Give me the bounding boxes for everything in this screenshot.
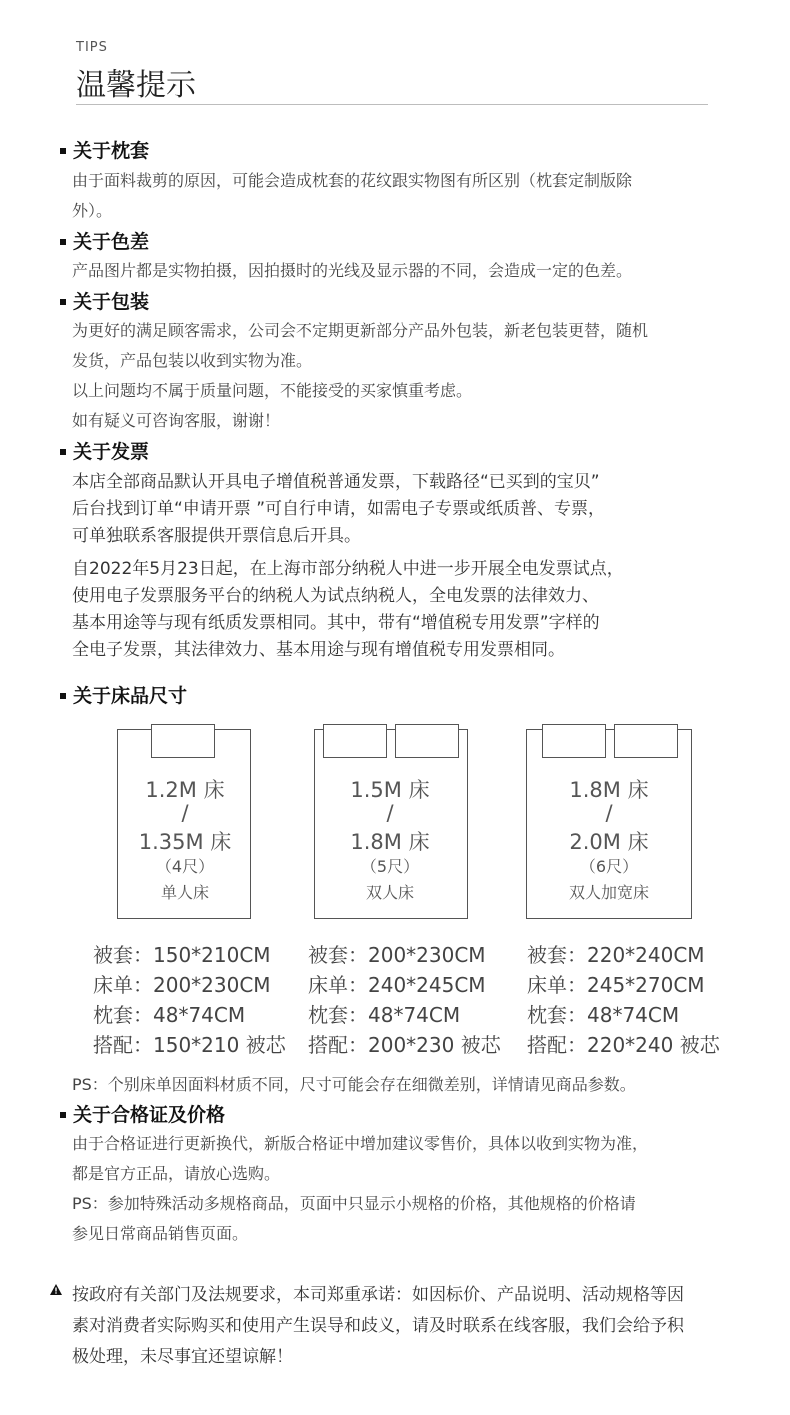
color-text-line: 产品图片都是实物拍摄，因拍摄时的光线及显示器的不同，会造成一定的色差。 <box>72 261 633 280</box>
spec-matching-quilt: 搭配：150*210 被芯 <box>93 1033 286 1057</box>
packaging-text-line: 如有疑义可咨询客服，谢谢！ <box>72 411 281 430</box>
warning-icon <box>50 1284 62 1295</box>
invoice-text-line: 可单独联系客服提供开票信息后开具。 <box>72 526 361 546</box>
pillow-text-line: 由于面料裁剪的原因，可能会造成枕套的花纹跟实物图有所区别（枕套定制版除 <box>72 171 633 190</box>
notice-text-line: 按政府有关部门及法规要求，本司郑重承诺：如因标价、产品说明、活动规格等因 <box>72 1285 684 1305</box>
bed-size-label: 1.8M 床 <box>569 778 649 802</box>
bullet-icon <box>60 148 66 154</box>
notice-text-line: 素对消费者实际购买和使用产生误导和歧义，请及时联系在线客服，我们会给予积 <box>72 1316 684 1336</box>
bed-size-label: 1.8M 床 <box>350 830 430 854</box>
pillow-icon <box>323 724 387 758</box>
spec-duvet-cover: 被套：200*230CM <box>308 943 486 967</box>
bed-size-separator: / <box>181 801 189 825</box>
spec-duvet-cover: 被套：150*210CM <box>93 943 271 967</box>
section-title-invoice: 关于发票 <box>60 437 149 464</box>
spec-matching-quilt: 搭配：220*240 被芯 <box>527 1033 720 1057</box>
bullet-icon <box>60 239 66 245</box>
invoice-text-line: 自2022年5月23日起，在上海市部分纳税人中进一步开展全电发票试点， <box>72 559 624 579</box>
bed-type-label: 单人床 <box>160 883 209 902</box>
invoice-text-line: 后台找到订单“申请开票 ”可自行申请，如需电子专票或纸质普、专票， <box>72 499 606 519</box>
bullet-icon <box>60 693 66 699</box>
pillow-text-line: 外）。 <box>72 201 113 220</box>
section-title-bed-size: 关于床品尺寸 <box>60 681 187 708</box>
invoice-text-line: 全电子发票，其法律效力、基本用途与现有增值税专用发票相同。 <box>72 640 565 660</box>
section-title-packaging: 关于包装 <box>60 287 149 314</box>
spec-matching-quilt: 搭配：200*230 被芯 <box>308 1033 501 1057</box>
spec-pillowcase: 枕套：48*74CM <box>308 1003 461 1027</box>
spec-pillowcase: 枕套：48*74CM <box>527 1003 680 1027</box>
section-title-pillow: 关于枕套 <box>60 136 149 163</box>
tips-label: TIPS <box>76 40 108 55</box>
bed-size-separator: / <box>605 801 613 825</box>
bed-size-label: 1.5M 床 <box>350 778 430 802</box>
cert-text-line: 参见日常商品销售页面。 <box>72 1224 249 1243</box>
spec-bed-sheet: 床单：240*245CM <box>308 973 486 997</box>
invoice-text-line: 基本用途等与现有纸质发票相同。其中，带有“增值税专用发票”字样的 <box>72 613 600 633</box>
bed-type-label: 双人加宽床 <box>568 883 649 902</box>
cert-text-line: PS：参加特殊活动多规格商品，页面中只显示小规格的价格，其他规格的价格请 <box>72 1194 636 1213</box>
bed-size-label: 1.35M 床 <box>138 830 232 854</box>
spec-bed-sheet: 床单：200*230CM <box>93 973 271 997</box>
packaging-text-line: 以上问题均不属于质量问题，不能接受的买家慎重考虑。 <box>72 381 473 400</box>
notice-text-line: 极处理，未尽事宜还望谅解！ <box>72 1347 293 1367</box>
packaging-text-line: 为更好的满足顾客需求，公司会不定期更新部分产品外包装，新老包装更替，随机 <box>72 321 649 340</box>
spec-pillowcase: 枕套：48*74CM <box>93 1003 246 1027</box>
bed-feet-label: （4尺） <box>155 857 215 876</box>
cert-text-line: 由于合格证进行更新换代，新版合格证中增加建议零售价，具体以收到实物为准， <box>72 1134 649 1153</box>
section-title-color: 关于色差 <box>60 227 149 254</box>
bed-type-label: 双人床 <box>365 883 414 902</box>
bed-size-label: 2.0M 床 <box>569 830 649 854</box>
packaging-text-line: 发货，产品包装以收到实物为准。 <box>72 351 313 370</box>
bullet-icon <box>60 449 66 455</box>
bed-size-label: 1.2M 床 <box>145 778 225 802</box>
bed-feet-label: （5尺） <box>360 857 420 876</box>
invoice-text-line: 本店全部商品默认开具电子增值税普通发票，下载路径“已买到的宝贝” <box>72 472 600 492</box>
cert-text-line: 都是官方正品，请放心选购。 <box>72 1164 281 1183</box>
pillow-icon <box>542 724 606 758</box>
bed-feet-label: （6尺） <box>579 857 639 876</box>
size-ps-note: PS：个别床单因面料材质不同，尺寸可能会存在细微差别，详情请见商品参数。 <box>72 1075 636 1094</box>
pillow-icon <box>614 724 678 758</box>
page-title: 温馨提示 <box>76 68 196 103</box>
pillow-icon <box>151 724 215 758</box>
section-title-certificate: 关于合格证及价格 <box>60 1100 225 1127</box>
invoice-text-line: 使用电子发票服务平台的纳税人为试点纳税人，全电发票的法律效力、 <box>72 586 599 606</box>
title-divider <box>76 104 708 105</box>
bullet-icon <box>60 299 66 305</box>
pillow-icon <box>395 724 459 758</box>
spec-duvet-cover: 被套：220*240CM <box>527 943 705 967</box>
bullet-icon <box>60 1112 66 1118</box>
spec-bed-sheet: 床单：245*270CM <box>527 973 705 997</box>
bed-size-separator: / <box>386 801 394 825</box>
